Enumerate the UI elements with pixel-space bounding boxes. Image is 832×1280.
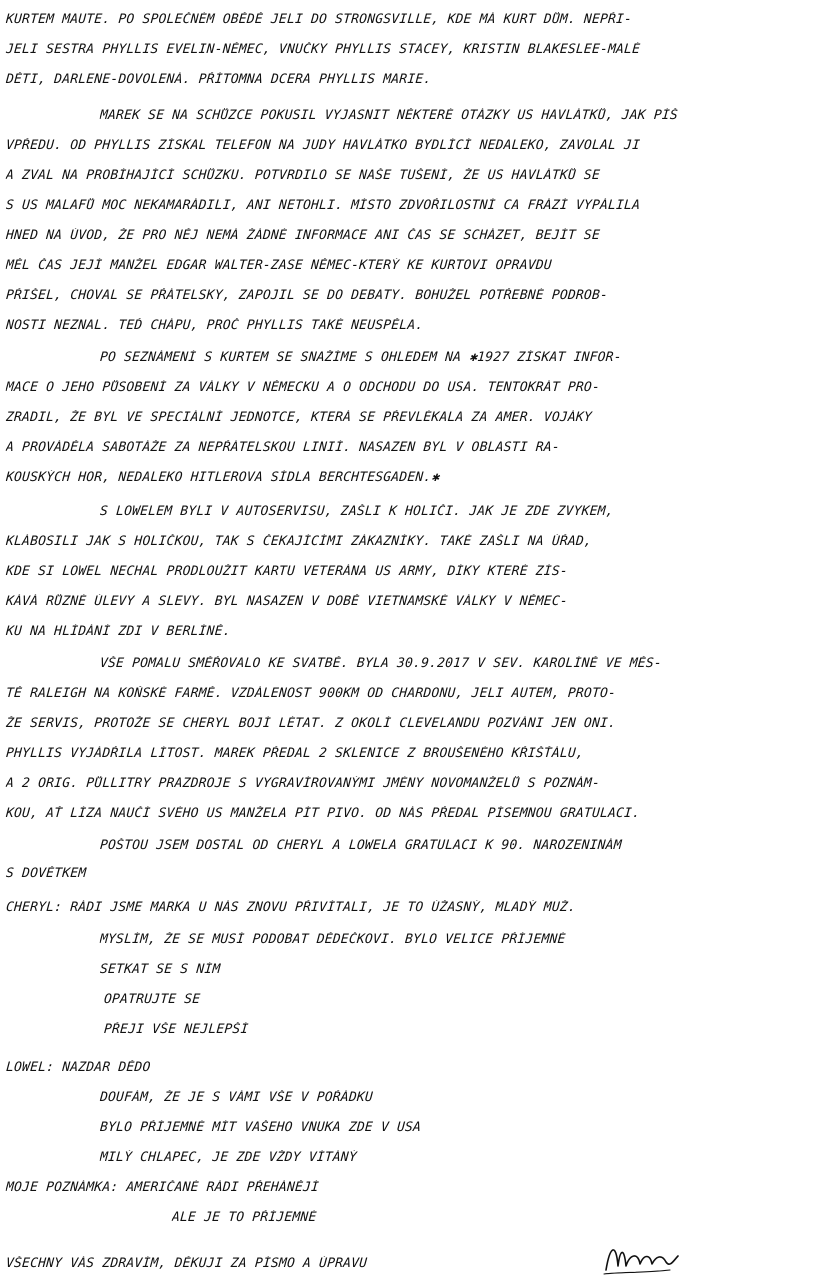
letter-line: BYLO PŘÍJEMNÉ MÍT VAŠEHO VNUKA ZDE V USA — [99, 1120, 422, 1135]
letter-line: KU NA HLÍDÁNÍ ZDI V BERLÍNĚ. — [5, 624, 232, 639]
letter-line: ALE JE TO PŘÍJEMNÉ — [171, 1210, 318, 1225]
letter-line: KOUSKÝCH HOR, NEDALEKO HITLEROVA SÍDLA BERCHTESGADEN.✱ — [5, 470, 440, 485]
letter-line: DOUFÁM, ŽE JE S VÁMI VŠE V POŘÁDKU — [99, 1090, 374, 1105]
letter-line: SETKAT SE S NÍM — [99, 962, 221, 977]
letter-line: MĚL ČAS JEJÍ MANŽEL EDGAR WALTER-ZASE NĚMEC-KTERÝ KE KURTOVI OPRAVDU — [5, 258, 553, 273]
letter-line: MACE O JEHO PŮSOBENÍ ZA VÁLKY V NĚMECKU A O ODCHODU DO USA. TENTOKRÁT PRO- — [5, 380, 601, 395]
letter-line: KDE SI LOWEL NECHAL PRODLOUŽIT KARTU VETERÁNA US ARMY, DÍKY KTERÉ ZÍS- — [5, 564, 569, 579]
letter-line: PŘIŠEL, CHOVAL SE PŘÁTELSKY, ZAPOJIL SE DO DEBATY. BOHUŽEL POTŘEBNÉ PODROB- — [5, 288, 609, 303]
letter-line: MYSLÍM, ŽE SE MUSÍ PODOBAT DĚDEČKOVI. BYLO VELICE PŘÍJEMNÉ — [99, 932, 567, 947]
letter-line: MILÝ CHLAPEC, JE ZDE VŽDY VÍTÁNÝ — [99, 1150, 358, 1165]
letter-line: VPŘEDU. OD PHYLLIS ZÍSKAL TELEFON NA JUDY HAVLÁTKO BYDLÍCÍ NEDALEKO, ZAVOLAL JI — [5, 138, 641, 153]
letter-line: TĚ RALEIGH NA KOŇSKÉ FARMĚ. VZDÁLENOST 900KM OD CHARDONU, JELI AUTEM, PROTO- — [5, 686, 617, 701]
letter-line: JELI SESTRA PHYLLIS EVELIN-NĚMEC, VNUČKY PHYLLIS STACEY, KRISTIN BLAKESLEE-MALÉ — [5, 42, 641, 57]
letter-line: KÁVÁ RŮZNÉ ÚLEVY A SLEVY. BYL NASAZEN V DOBĚ VIETNAMSKÉ VÁLKY V NĚMEC- — [5, 594, 569, 609]
letter-line: PHYLLIS VYJÁDŘILA LÍTOST. MAREK PŘEDAL 2 SKLENICE Z BROUŠENÉHO KŘIŠŤÁLU, — [5, 746, 585, 761]
letter-line: ZRADIL, ŽE BYL VE SPECIÁLNÍ JEDNOTCE, KTERÁ SE PŘEVLÉKALA ZA AMER. VOJÁKY — [5, 410, 593, 425]
letter-line: S DOVĚTKEM — [5, 866, 87, 881]
letter-line: A ZVAL NA PROBÍHAJÍCÍ SCHŮZKU. POTVRDILO SE NAŠE TUŠENÍ, ŽE US HAVLÁTKŮ SE — [5, 168, 601, 183]
letter-line: KURTEM MAUTE. PO SPOLEČNÉM OBĚDĚ JELI DO STRONGSVILLE, KDE MÁ KURT DŮM. NEPŘI- — [5, 12, 633, 27]
letter-line: KLÁBOSILI JAK S HOLIČKOU, TAK S ČEKAJÍCÍMI ZÁKAZNÍKY. TAKÉ ZAŠLI NA ÚŘAD, — [5, 534, 593, 549]
letter-line: VŠECHNY VÁS ZDRAVÍM, DĚKUJI ZA PÍSMO A ÚPRAVU — [5, 1256, 368, 1271]
letter-line: LOWEL: NAZDAR DĚDO — [5, 1060, 152, 1075]
letter-line: S LOWELEM BYLI V AUTOSERVISU, ZAŠLI K HOLIČI. JAK JE ZDE ZVYKEM, — [99, 504, 615, 519]
signature — [598, 1236, 682, 1278]
letter-line: CHERYL: RÁDI JSME MARKA U NÁS ZNOVU PŘIVÍTALI, JE TO ÚŽASNÝ, MLADÝ MUŽ. — [5, 900, 577, 915]
letter-line: A PROVÁDĚLA SABOTÁŽE ZA NEPŘÁTELSKOU LINIÍ. NASAZEN BYL V OBLASTI RA- — [5, 440, 561, 455]
letter-line: ŽE SERVIS, PROTOŽE SE CHERYL BOJÍ LÉTAT. Z OKOLÍ CLEVELANDU POZVÁNI JEN ONI. — [5, 716, 617, 731]
letter-line: PO SEZNÁMENÍ S KURTEM SE SNAŽÍME S OHLEDEM NA ✱1927 ZÍSKAT INFOR- — [99, 350, 623, 365]
letter-line: MOJE POZNÁMKA: AMERIČANÉ RÁDI PŘEHÁNĚJÍ — [5, 1180, 320, 1195]
letter-line: OPATRUJTE SE — [103, 992, 201, 1007]
letter-line: VŠE POMALU SMĚŘOVALO KE SVATBĚ. BYLA 30.9.2017 V SEV. KAROLÍNĚ VE MĚS- — [99, 656, 663, 671]
letter-line: S US MALAFŮ MOC NEKAMARÁDILI, ANI NETOHLI. MÍSTO ZDVOŘILOSTNÍ CA FRÁZÍ VYPÁLILA — [5, 198, 641, 213]
letter-line: A 2 ORIG. PŮLLITRY PRAZDROJE S VYGRAVÍROVANÝMI JMÉNY NOVOMANŽELŮ S POZNÁM- — [5, 776, 601, 791]
letter-line: PŘEJI VŠE NEJLEPŠÍ — [103, 1022, 250, 1037]
letter-line: MAREK SE NA SCHŮZCE POKUSIL VYJASNIT NĚKTERÉ OTÁZKY US HAVLÁTKŮ, JAK PÍŠ — [99, 108, 679, 123]
letter-line: NOSTI NEZNAL. TEĎ CHÁPU, PROČ PHYLLIS TAKÉ NEUSPĚLA. — [5, 318, 424, 333]
letter-line: HNED NA ÚVOD, ŽE PRO NĚJ NEMÁ ŽÁDNÉ INFORMACE ANI ČAS SE SCHÁZET, BEJÍT SE — [5, 228, 601, 243]
letter-line: POŠTOU JSEM DOSTAL OD CHERYL A LOWELA GRATULACI K 90. NAROZENINÁM — [99, 838, 623, 853]
letter-line: KOU, AŤ LÍZA NAUČÍ SVÉHO US MANŽELA PÍT PIVO. OD NÁS PŘEDAL PÍSEMNOU GRATULACI. — [5, 806, 641, 821]
letter-line: DĚTI, DARLENE-DOVOLENÁ. PŘÍTOMNA DCERA PHYLLIS MARIE. — [5, 72, 432, 87]
